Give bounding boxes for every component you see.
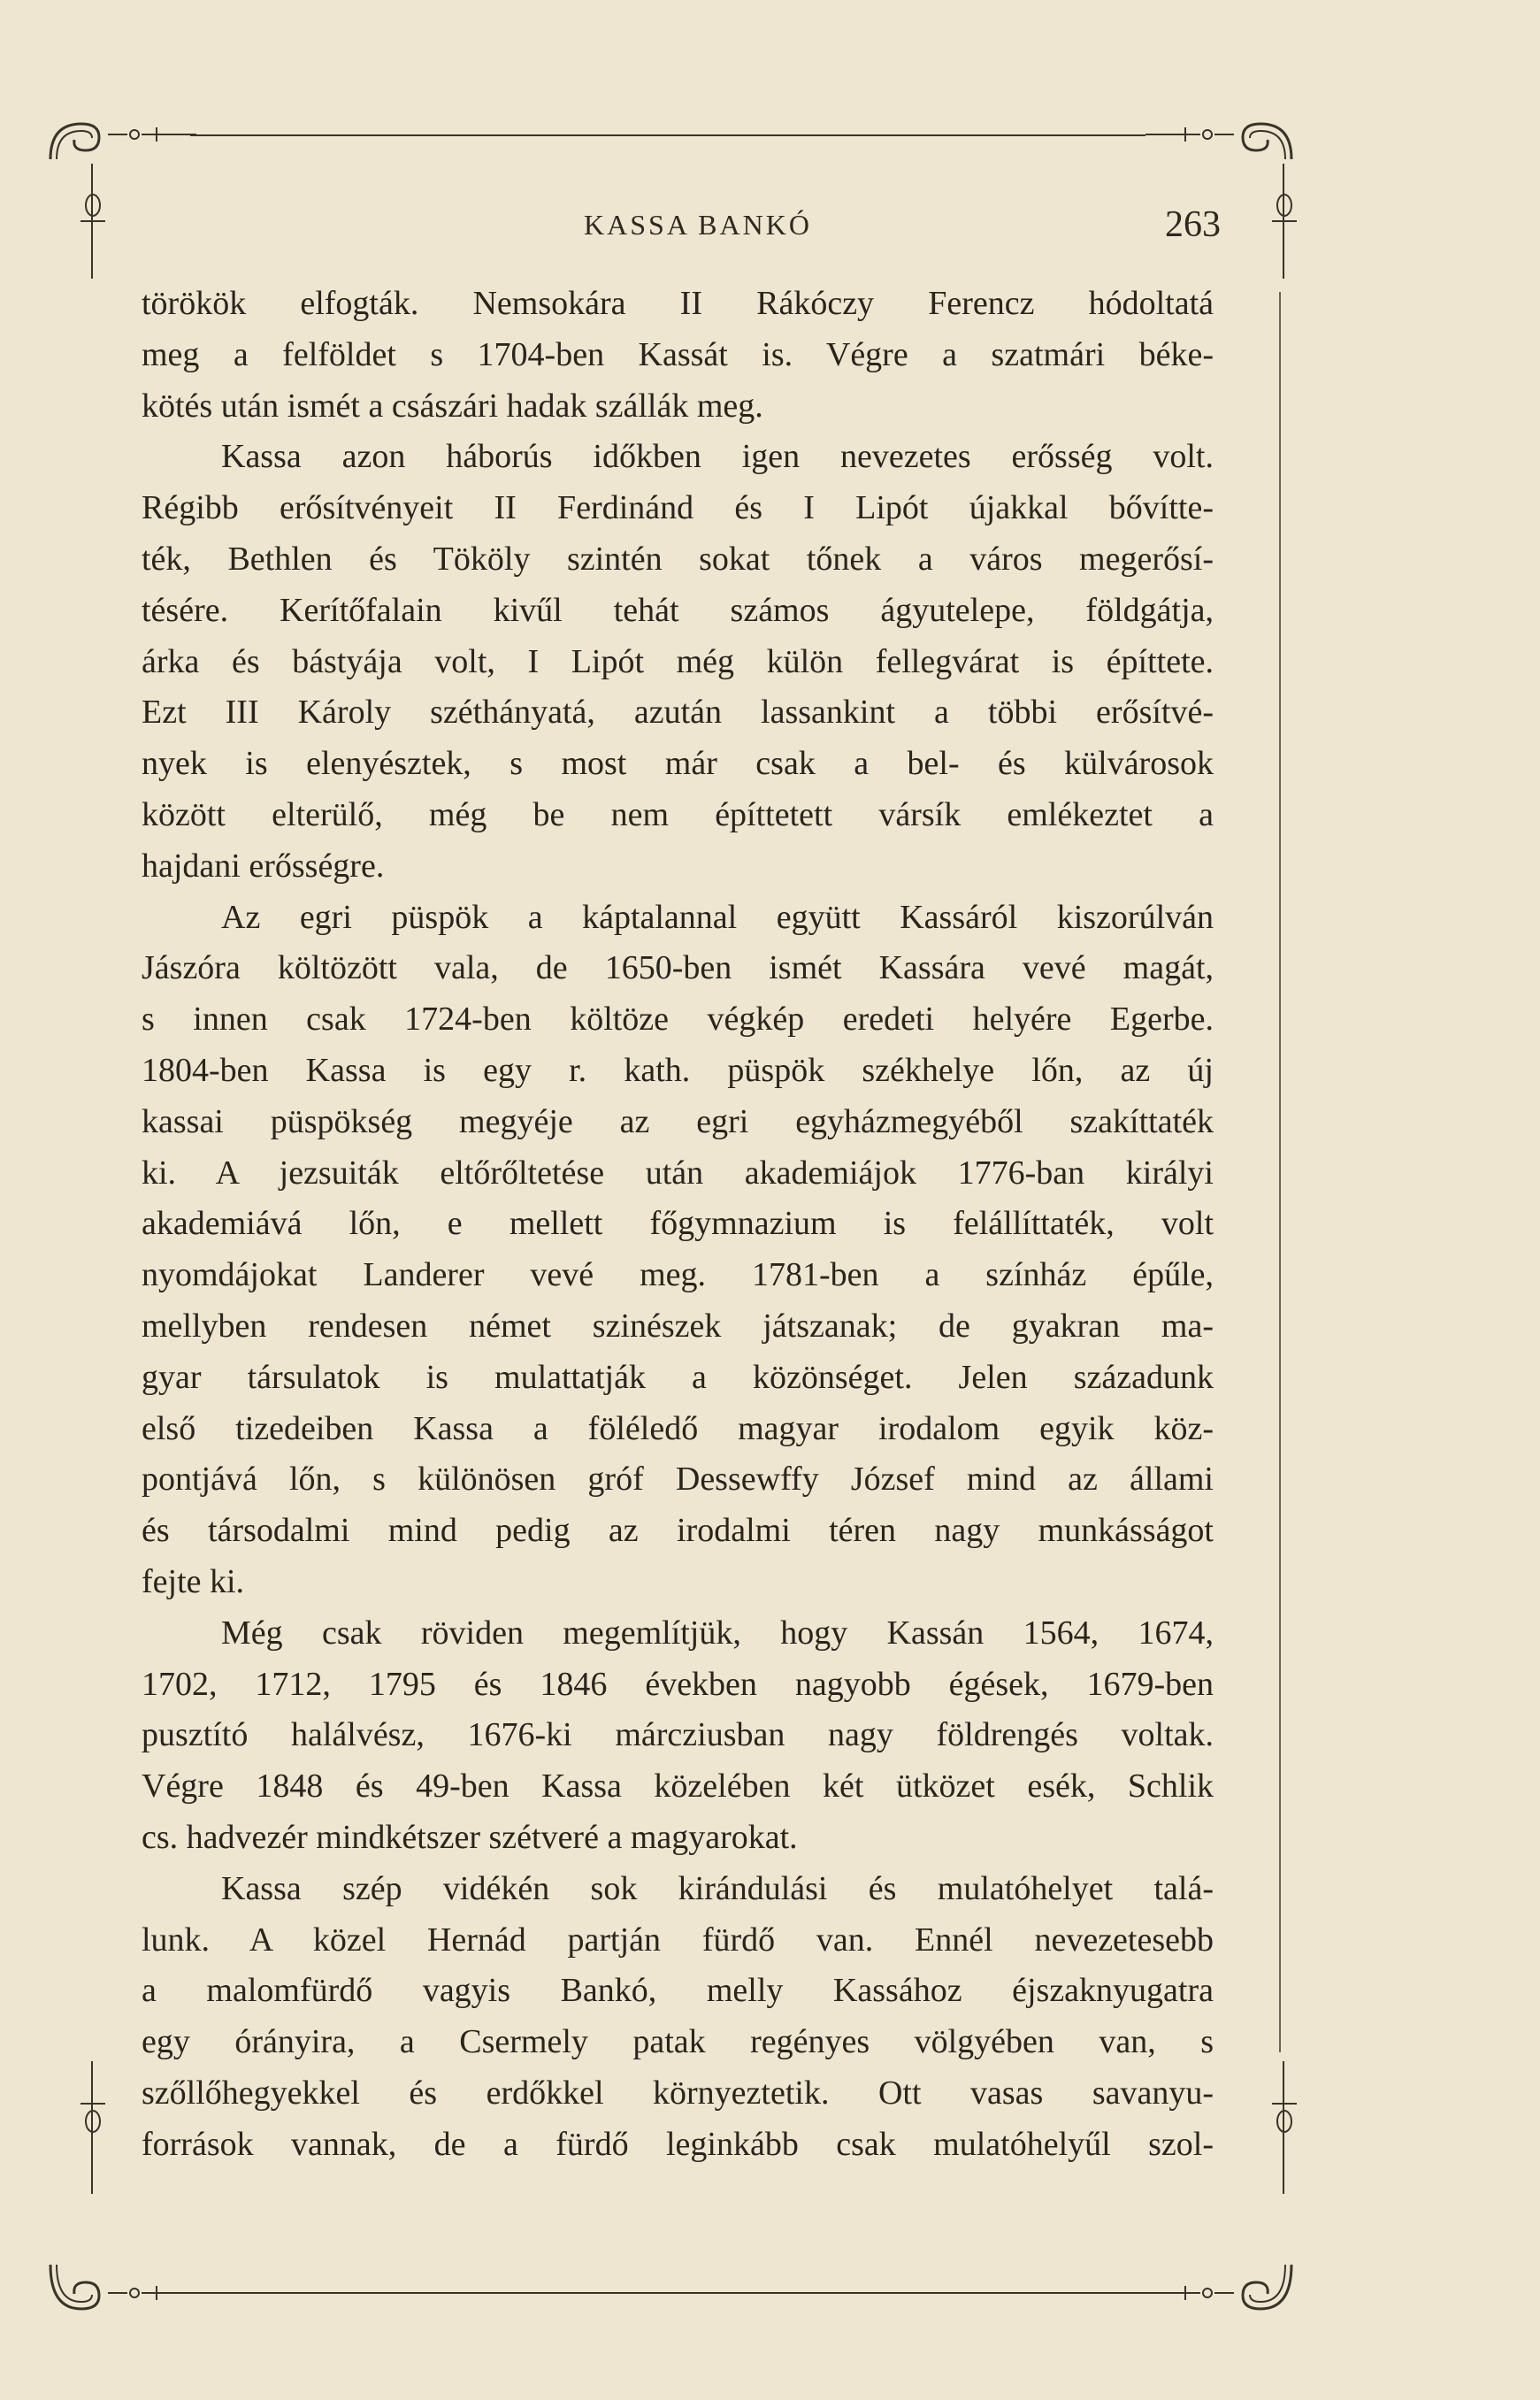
- text-line: gyar társulatok is mulattatják a közönséget. Jelen századunk: [142, 1358, 1214, 1396]
- text-line: kassai püspökség megyéje az egri egyházmegyéből szakíttaték: [142, 1102, 1214, 1140]
- text-line: pusztító halálvész, 1676-ki márcziusban nagy földrengés voltak.: [142, 1716, 1214, 1754]
- page-number: 263: [1165, 204, 1221, 245]
- text-line: ték, Bethlen és Tököly szintén sokat tőnek a város megerősí-: [142, 540, 1214, 578]
- text-line: ki. A jezsuiták eltőrőltetése után akademiájok 1776-ban királyi: [142, 1154, 1214, 1192]
- text-line: Ezt III Károly széthányatá, azután lassankint a többi erősítvé-: [142, 694, 1214, 732]
- text-line: pontjává lőn, s különösen gróf Dessewffy József mind az állami: [142, 1461, 1214, 1499]
- text-line: 1702, 1712, 1795 és 1846 években nagyobb égések, 1679-ben: [142, 1665, 1214, 1703]
- side-ornament-left-top-icon: [78, 186, 108, 239]
- text-line: Kassa szép vidékén sok kirándulási és mulatóhelyet talá-: [221, 1869, 1214, 1907]
- text-line: nyek is elenyésztek, s most már csak a bel- és külvárosok: [142, 745, 1214, 783]
- top-border-rule: [190, 134, 1145, 136]
- text-line: nyomdájokat Landerer vevé meg. 1781-ben a színház épűle,: [142, 1256, 1214, 1294]
- right-margin-line: [1279, 292, 1281, 2052]
- text-line: között elterülő, még be nem építtetett vársík emlékeztet a: [142, 795, 1214, 833]
- text-line: lunk. A közel Hernád partján fürdő van. Ennél nevezetesebb: [142, 1921, 1214, 1959]
- side-ornament-left-bottom-icon: [78, 2088, 108, 2141]
- text-line: Végre 1848 és 49-ben Kassa közelében két ütközet esék, Schlik: [142, 1767, 1214, 1806]
- side-ornament-right-top-icon: [1269, 186, 1299, 239]
- text-line: 1804-ben Kassa is egy r. kath. püspök székhelye lőn, az új: [142, 1051, 1214, 1089]
- corner-ornament-bottom-right-icon: [1137, 2260, 1296, 2322]
- text-line: Az egri püspök a káptalannal együtt Kassáról kiszorúlván: [221, 898, 1214, 936]
- corner-ornament-top-left-icon: [46, 115, 205, 168]
- text-line: Jászóra költözött vala, de 1650-ben ismét Kassára vevé magát,: [142, 949, 1214, 987]
- text-line: források vannak, de a fürdő leginkább csak mulatóhelyűl szol-: [142, 2125, 1214, 2163]
- text-line: s innen csak 1724-ben költöze végkép eredeti helyére Egerbe.: [142, 1001, 1214, 1039]
- text-line: tésére. Kerítőfalain kivűl tehát számos ágyutelepe, földgátja,: [142, 591, 1214, 629]
- page-header: [142, 202, 1221, 255]
- text-line: Régibb erősítvényeit II Ferdinánd és I Lipót újakkal bővítte-: [142, 489, 1214, 527]
- text-line: első tizedeiben Kassa a föléledő magyar irodalom egyik köz-: [142, 1409, 1214, 1447]
- bottom-border-rule: [190, 2292, 1145, 2294]
- text-line: törökök elfogták. Nemsokára II Rákóczy Ferencz hódoltatá: [142, 285, 1214, 322]
- text-line: cs. hadvezér mindkétszer szétveré a magyarokat.: [142, 1818, 798, 1856]
- text-line: a malomfürdő vagyis Bankó, melly Kassához éjszaknyugatra: [142, 1972, 1214, 2010]
- text-line: meg a felföldet s 1704-ben Kassát is. Végre a szatmári béke-: [142, 335, 1214, 373]
- text-line: hajdani erősségre.: [142, 847, 385, 885]
- text-line: Kassa azon háborús időkben igen nevezetes erősség volt.: [221, 438, 1214, 476]
- text-line: fejte ki.: [142, 1562, 245, 1600]
- text-line: egy órányira, a Csermely patak regényes völgyében van, s: [142, 2023, 1214, 2061]
- side-ornament-right-bottom-icon: [1269, 2088, 1299, 2141]
- corner-ornament-bottom-left-icon: [46, 2260, 205, 2322]
- text-line: szőllőhegyekkel és erdőkkel környeztetik. Ott vasas savanyu-: [142, 2074, 1214, 2112]
- text-line: kötés után ismét a császári hadak szállák meg.: [142, 387, 763, 425]
- text-line: akademiává lőn, e mellett főgymnazium is felállíttaték, volt: [142, 1205, 1214, 1243]
- text-line: mellyben rendesen német szinészek játszanak; de gyakran ma-: [142, 1307, 1214, 1345]
- text-line: árka és bástyája volt, I Lipót még külön fellegvárat is építtete.: [142, 642, 1214, 680]
- body-text: [142, 279, 1214, 2170]
- corner-ornament-top-right-icon: [1137, 115, 1296, 168]
- running-head: KASSA BANKÓ: [584, 209, 812, 241]
- text-line: Még csak röviden megemlítjük, hogy Kassán 1564, 1674,: [221, 1614, 1214, 1652]
- text-line: és társodalmi mind pedig az irodalmi téren nagy munkásságot: [142, 1512, 1214, 1550]
